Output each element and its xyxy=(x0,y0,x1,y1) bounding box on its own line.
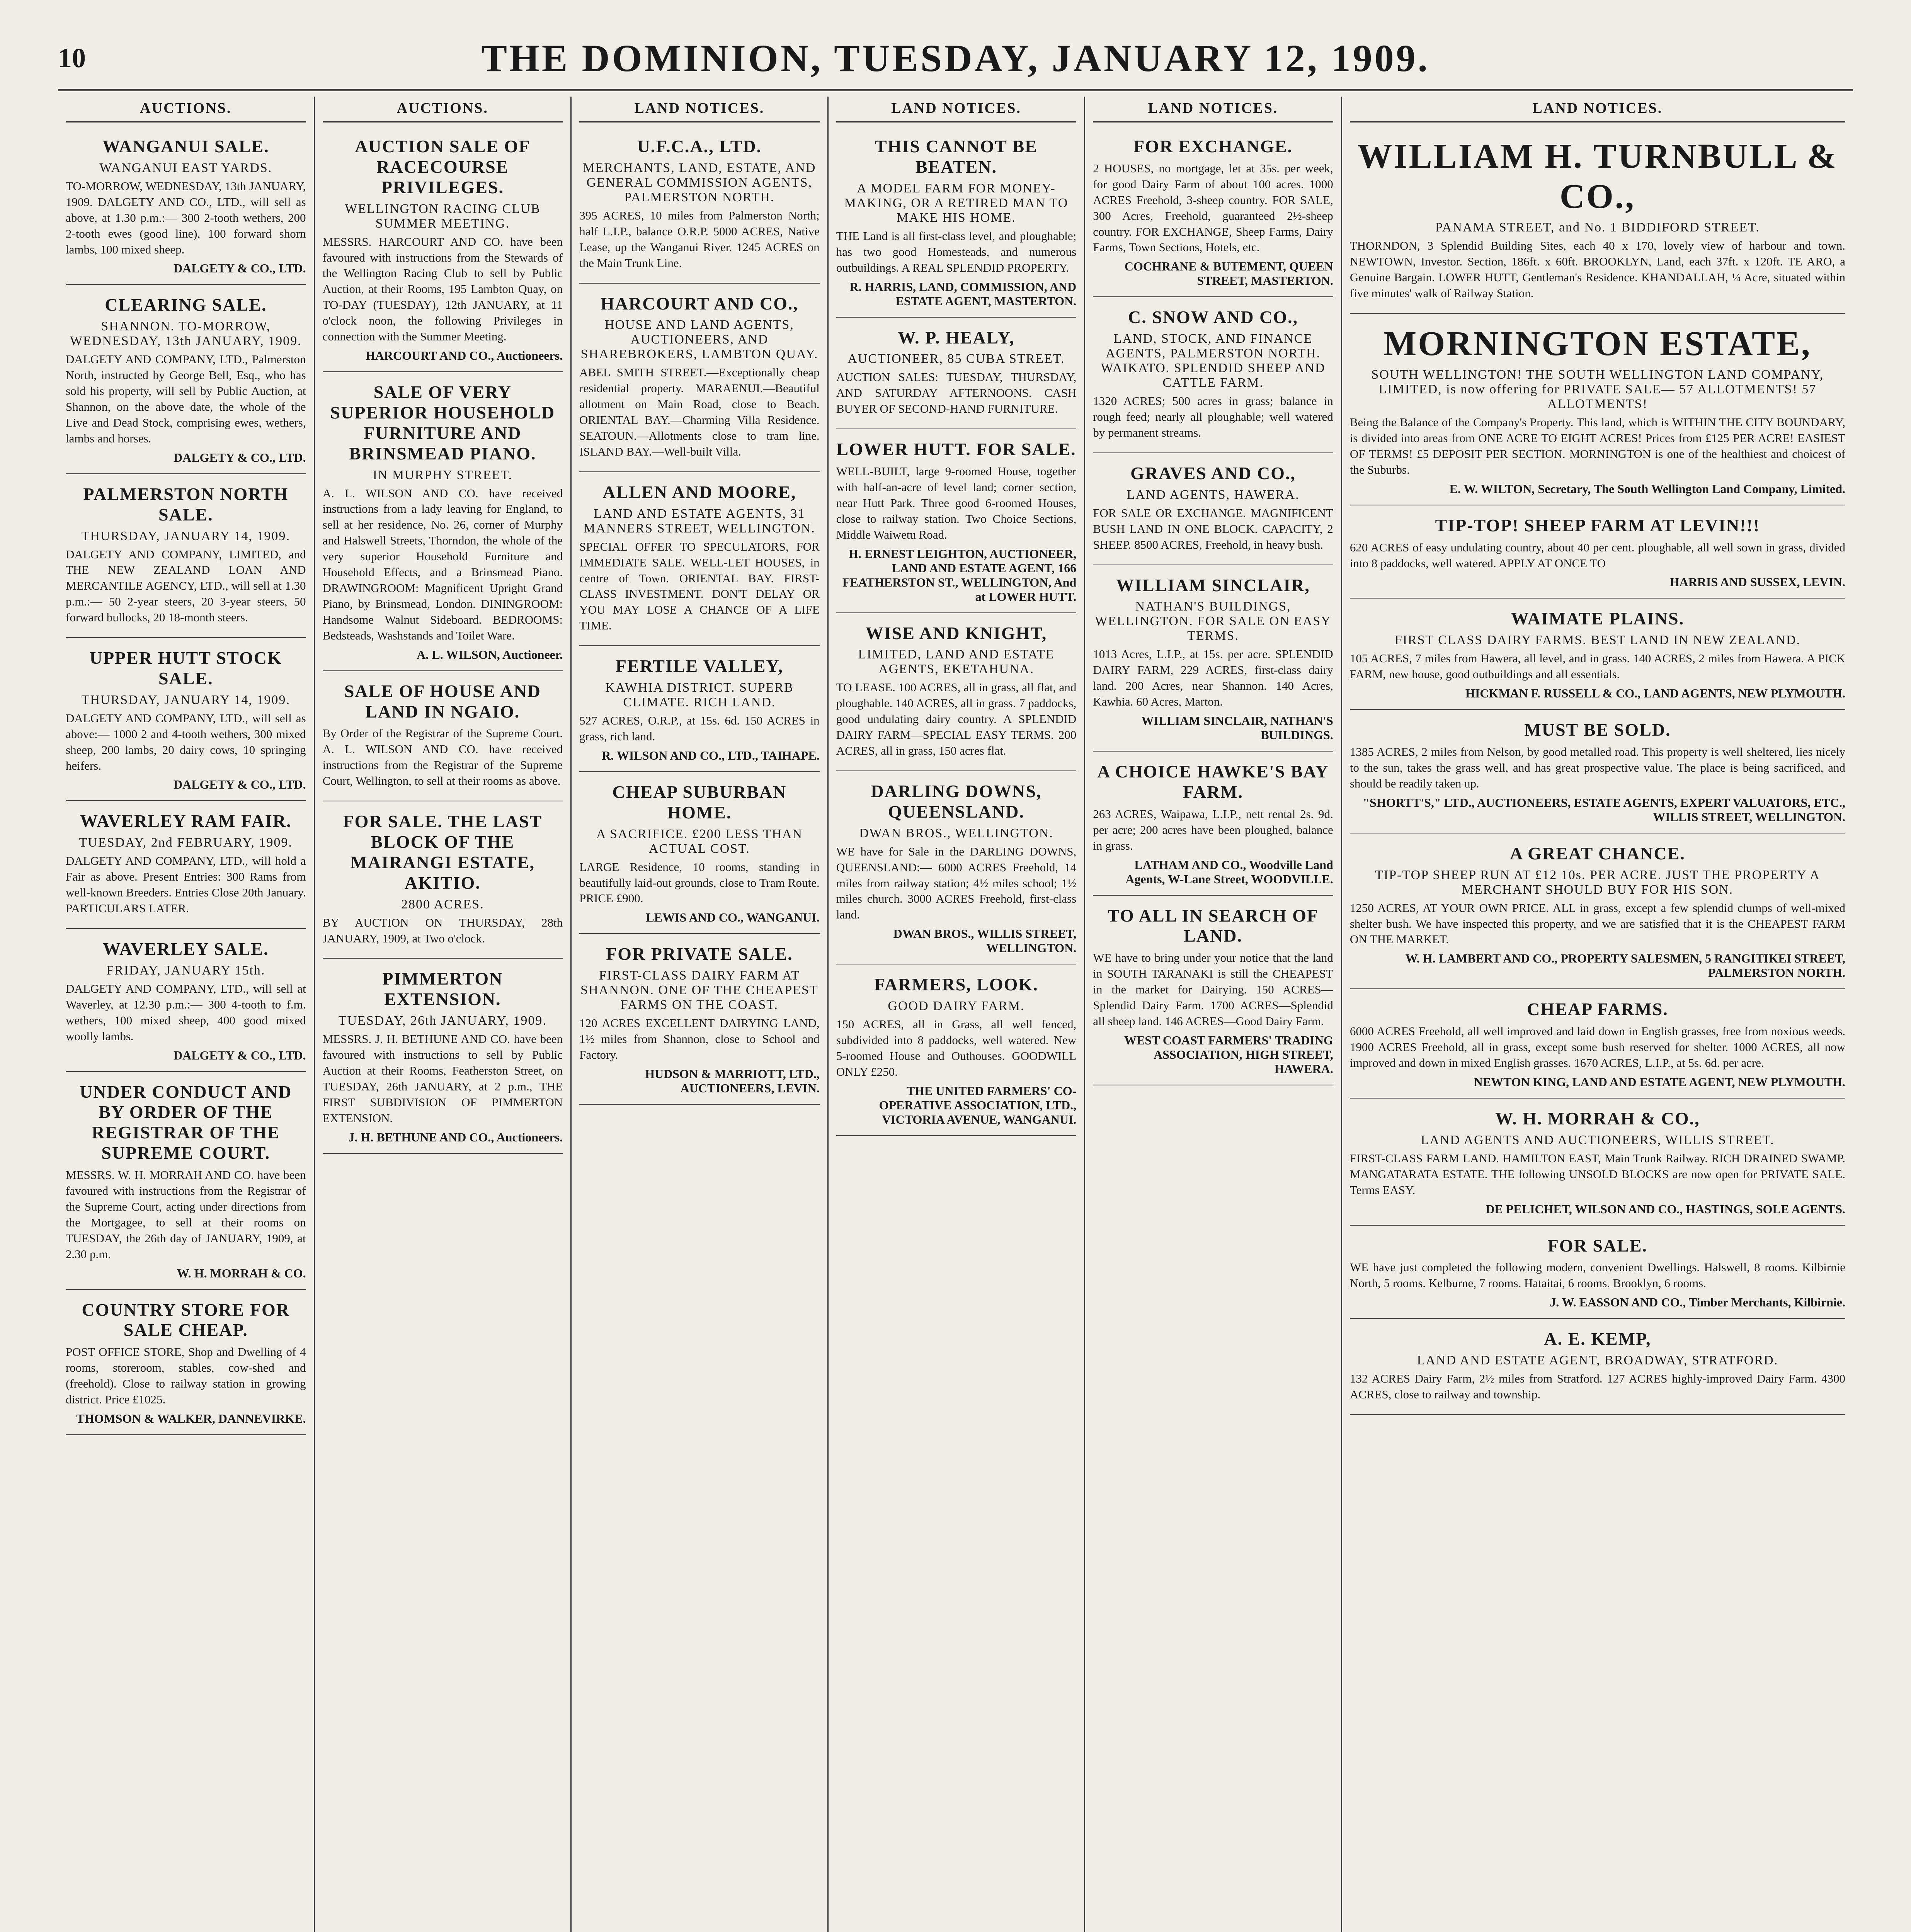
ad-title: TO ALL IN SEARCH OF LAND. xyxy=(1108,905,1319,946)
ad-body: BY AUCTION ON THURSDAY, 28th JANUARY, 1909, at Two o'clock. xyxy=(322,915,563,945)
ad-subtitle: PANAMA STREET, and No. 1 BIDDIFORD STREET. xyxy=(1435,220,1760,235)
ad-body: TO-MORROW, WEDNESDAY, 13th JANUARY, 1909. DALGETY AND CO., LTD., will sell as above, at 1.30 p.m.:— 300 2-tooth wethers, 200 2-tooth ewes (good line), 100 forward shorn lambs, 100 mixed sheep. xyxy=(66,179,306,256)
ad-subtitle: KAWHIA DISTRICT. SUPERB CLIMATE. RICH LAND. xyxy=(605,680,794,710)
ad-title: FOR EXCHANGE. xyxy=(1133,136,1293,156)
ad-title: SALE OF HOUSE AND LAND IN NGAIO. xyxy=(344,681,541,721)
advertisement xyxy=(1350,1102,1845,1226)
ad-subtitle: MERCHANTS, LAND, ESTATE, AND GENERAL COMMISSION AGENTS, PALMERSTON NORTH. xyxy=(583,160,816,204)
ad-signature: DWAN BROS., WILLIS STREET, WELLINGTON. xyxy=(893,927,1077,955)
advertisement xyxy=(579,287,820,472)
ad-body: 1250 ACRES, AT YOUR OWN PRICE. ALL in grass, except a few splendid clumps of well-mixed shelter bush. We have inspected this property, and we are satisfied that it is the CHEAPEST FARM ON THE MARKET. xyxy=(1349,901,1846,946)
column-heading: AUCTIONS. xyxy=(323,97,563,122)
ad-signature: H. ERNEST LEIGHTON, AUCTIONEER, LAND AND ESTATE AGENT, 166 FEATHERSTON ST., WELLINGTON, And at LOWER HUTT. xyxy=(842,546,1077,604)
masthead xyxy=(58,27,1853,91)
ad-body: DALGETY AND COMPANY, LIMITED, and THE NEW ZEALAND LOAN AND MERCANTILE AGENCY, LTD., will sell at 1.30 p.m.:— 50 2-year steers, 20 3-year steers, 50 forward bullocks, 20 18-month steers. xyxy=(66,547,306,624)
ad-subtitle: IN MURPHY STREET. xyxy=(373,468,513,482)
ad-title: TIP-TOP! SHEEP FARM AT LEVIN!!! xyxy=(1435,515,1760,535)
column-heading: AUCTIONS. xyxy=(66,97,306,122)
ad-body: WE have for Sale in the DARLING DOWNS, QUEENSLAND:— 6000 ACRES Freehold, 14 miles from railway station; 4½ miles school; 1½ miles church. 3000 ACRES Freehold, first-class land. xyxy=(836,844,1077,922)
advertisement xyxy=(836,321,1077,430)
ad-signature: THE UNITED FARMERS' CO-OPERATIVE ASSOCIATION, LTD., VICTORIA AVENUE, WANGANUI. xyxy=(879,1083,1077,1126)
advertisement xyxy=(1093,569,1333,752)
ad-signature: WILLIAM SINCLAIR, NATHAN'S BUILDINGS. xyxy=(1141,714,1333,742)
ad-title: A. E. KEMP, xyxy=(1544,1329,1651,1349)
ad-body: 527 ACRES, O.R.P., at 15s. 6d. 150 ACRES in grass, rich land. xyxy=(579,714,820,743)
ad-body: SPECIAL OFFER TO SPECULATORS, FOR IMMEDIATE SALE. WELL-LET HOUSES, in centre of Town. ORIENTAL BAY. FIRST-CLASS INVESTMENT. DON'T DELAY OR YOU MAY LOSE A CHANCE OF A LIFE TIME. xyxy=(579,539,820,633)
ad-title: GRAVES AND CO., xyxy=(1130,463,1296,483)
advertisement xyxy=(1350,318,1845,505)
ad-signature: A. L. WILSON, Auctioneer. xyxy=(417,647,563,662)
ad-body: MESSRS. W. H. MORRAH AND CO. have been favoured with instructions from the Registrar of the Supreme Court, acting under directions from the Mortgagee, to sell at their rooms on TUESDAY, the 26th day of JANUARY, 1909, at 2.30 p.m. xyxy=(66,1168,306,1261)
ad-signature: DALGETY & CO., LTD. xyxy=(173,261,306,276)
advertisement xyxy=(66,130,306,285)
ad-body: By Order of the Registrar of the Supreme Court. A. L. WILSON AND CO. have received instructions from the Registrar of the Supreme Court, Wellington, to sell at their rooms as above. xyxy=(322,726,563,788)
ad-subtitle: 2800 ACRES. xyxy=(401,897,484,912)
advertisement xyxy=(836,433,1077,613)
ad-title: THIS CANNOT BE BEATEN. xyxy=(875,136,1038,177)
ad-body: A. L. WILSON AND CO. have received instructions from a lady leaving for England, to sell at her residence, No. 26, corner of Murphy and Halswell Streets, Thorndon, the whole of the very superior Household Furniture and Household Effects, and a Brinsmead Piano. DRAWINGROOM: Magnificent Upright Grand Piano, by Brinsmead, London. DININGROOM: Handsome Walnut Sideboard. BEDROOMS: Bedsteads, Washstands and Toilet Ware. xyxy=(322,486,563,642)
advertisement xyxy=(323,805,563,959)
ad-signature: DE PELICHET, WILSON AND CO., HASTINGS, SOLE AGENTS. xyxy=(1486,1202,1846,1216)
ad-subtitle: HOUSE AND LAND AGENTS, AUCTIONEERS, AND SHAREBROKERS, LAMBTON QUAY. xyxy=(580,318,819,362)
ad-subtitle: GOOD DAIRY FARM. xyxy=(888,999,1025,1014)
ad-signature: R. HARRIS, LAND, COMMISSION, AND ESTATE AGENT, MASTERTON. xyxy=(849,279,1077,308)
ad-title: WISE AND KNIGHT, xyxy=(865,623,1047,643)
ad-signature: W. H. MORRAH & CO. xyxy=(177,1266,306,1280)
ad-body: 1385 ACRES, 2 miles from Nelson, by good metalled road. This property is well sheltered, lies nicely to the sun, takes the grass well, and has great prospective value. The place is being sacrificed, and should be readily taken up. xyxy=(1349,745,1846,790)
ad-title: DARLING DOWNS, QUEENSLAND. xyxy=(871,781,1042,821)
advertisement xyxy=(579,476,820,646)
ad-subtitle: A MODEL FARM FOR MONEY-MAKING, OR A RETIRED MAN TO MAKE HIS HOME. xyxy=(844,181,1069,225)
ad-signature: LATHAM AND CO., Woodville Land Agents, W-Lane Street, WOODVILLE. xyxy=(1125,857,1333,886)
ad-title: MUST BE SOLD. xyxy=(1524,720,1671,740)
ad-body: WE have just completed the following modern, convenient Dwellings. Halswell, 8 rooms. Kilbirnie North, 5 rooms. Kelburne, 7 rooms. Hataitai, 6 rooms. Brooklyn, 6 rooms. xyxy=(1349,1260,1846,1290)
advertisement xyxy=(1093,900,1333,1085)
advertisement xyxy=(1093,301,1333,453)
advertisement xyxy=(836,617,1077,771)
advertisement xyxy=(579,938,820,1105)
ad-signature: R. WILSON AND CO., LTD., TAIHAPE. xyxy=(602,748,820,762)
advertisement xyxy=(323,675,563,801)
advertisement xyxy=(1350,993,1845,1099)
ad-subtitle: FRIDAY, JANUARY 15th. xyxy=(106,963,265,978)
ad-title: WILLIAM H. TURNBULL & CO., xyxy=(1357,137,1838,216)
column-heading: LAND NOTICES. xyxy=(579,97,820,122)
advertisement xyxy=(836,130,1077,318)
ad-title: COUNTRY STORE FOR SALE CHEAP. xyxy=(82,1299,290,1340)
advertisement xyxy=(1350,602,1845,710)
ad-title: PALMERSTON NORTH SALE. xyxy=(83,484,289,524)
ad-subtitle: LAND AND ESTATE AGENTS, 31 MANNERS STREET, WELLINGTON. xyxy=(583,506,815,536)
ad-subtitle: A SACRIFICE. £200 LESS THAN ACTUAL COST. xyxy=(596,827,803,856)
ad-title: LOWER HUTT. FOR SALE. xyxy=(836,439,1076,459)
advertisement xyxy=(1350,1323,1845,1415)
ad-subtitle: SHANNON. TO-MORROW, WEDNESDAY, 13th JANUARY, 1909. xyxy=(70,319,302,349)
ad-signature: DALGETY & CO., LTD. xyxy=(173,450,306,464)
newspaper-title: THE DOMINION, TUESDAY, JANUARY 12, 1909. xyxy=(481,36,1430,80)
ad-title: W. H. MORRAH & CO., xyxy=(1495,1108,1700,1128)
ad-title: FOR SALE. THE LAST BLOCK OF THE MAIRANGI ESTATE, AKITIO. xyxy=(343,811,543,893)
columns-container xyxy=(58,97,1853,1932)
ad-body: DALGETY AND COMPANY, LTD., will sell as above:— 1000 2 and 4-tooth wethers, 300 mixed sheep, 200 lambs, 20 dairy cows, 10 springing heifers. xyxy=(66,711,306,772)
ad-subtitle: THURSDAY, JANUARY 14, 1909. xyxy=(81,529,290,543)
advertisement xyxy=(323,130,563,372)
advertisement xyxy=(1350,837,1845,990)
ad-body: WE have to bring under your notice that the land in SOUTH TARANAKI is still the CHEAPEST in the market for Dairying. 150 ACRES—Splendid Dairy Farm. 1700 ACRES—Splendid all sheep land. 146 ACRES—Good Dairy Farm. xyxy=(1093,951,1333,1028)
advertisement xyxy=(1093,130,1333,297)
ad-title: HARCOURT AND CO., xyxy=(600,293,798,313)
newspaper-column xyxy=(315,97,572,1932)
ad-body: ABEL SMITH STREET.—Exceptionally cheap residential property. MARAENUI.—Beautiful allotment on Main Road, close to Beach. ORIENTAL BAY.—Charming Villa Residence. SEATOUN.—Allotments close to tram line. ISLAND BAY.—Well-built Villa. xyxy=(579,366,820,458)
ad-title: FOR PRIVATE SALE. xyxy=(606,944,793,964)
ad-body: 620 ACRES of easy undulating country, about 40 per cent. ploughable, all well sown in grass, divided into 8 paddocks, well watered. APPLY AT ONCE TO xyxy=(1349,540,1846,570)
ad-subtitle: LAND AND ESTATE AGENT, BROADWAY, STRATFORD. xyxy=(1417,1353,1778,1368)
ad-title: CLEARING SALE. xyxy=(105,295,267,315)
ad-body: Being the Balance of the Company's Property. This land, which is WITHIN THE CITY BOUNDARY, is divided into areas from ONE ACRE TO EIGHT ACRES! Prices from £125 PER ACRE! EASIEST OF TERMS! £5 DEPOSIT PER SECTION. MORNINGTON is one of the healthiest and choicest of the Suburbs. xyxy=(1349,415,1846,476)
ad-subtitle: FIRST-CLASS DAIRY FARM AT SHANNON. ONE OF THE CHEAPEST FARMS ON THE COAST. xyxy=(580,968,819,1012)
ad-body: WELL-BUILT, large 9-roomed House, together with half-an-acre of level land; corner section, near Hutt Park. Three good 6-roomed Houses, close to railway station. Two Choice Sections, Middle Waiwetu Road. xyxy=(836,464,1077,541)
ad-title: WILLIAM SINCLAIR, xyxy=(1116,575,1310,595)
ad-body: 395 ACRES, 10 miles from Palmerston North; half L.I.P., balance O.R.P. 5000 ACRES, Native Lease, up the Wanganui River. 1245 ACRES on the Main Trunk Line. xyxy=(579,208,820,270)
advertisement xyxy=(1350,714,1845,833)
ad-subtitle: LAND, STOCK, AND FINANCE AGENTS, PALMERSTON NORTH. WAIKATO. SPLENDID SHEEP AND CATTLE FARM. xyxy=(1101,332,1326,390)
ad-subtitle: DWAN BROS., WELLINGTON. xyxy=(859,826,1053,840)
ad-body: 120 ACRES EXCELLENT DAIRYING LAND, 1½ miles from Shannon, close to School and Factory. xyxy=(579,1016,820,1062)
ad-subtitle: TUESDAY, 26th JANUARY, 1909. xyxy=(338,1014,547,1028)
newspaper-column xyxy=(58,97,315,1932)
advertisement xyxy=(323,963,563,1153)
ad-title: AUCTION SALE OF RACECOURSE PRIVILEGES. xyxy=(355,136,531,197)
ad-subtitle: FIRST CLASS DAIRY FARMS. BEST LAND IN NEW ZEALAND. xyxy=(1394,633,1801,648)
ad-body: 1013 Acres, L.I.P., at 15s. per acre. SPLENDID DAIRY FARM, 229 ACRES, first-class dairy land. 200 Acres, near Shannon. 140 Acres, Kawhia. 60 Acres, Marton. xyxy=(1093,647,1333,709)
ad-signature: HARRIS AND SUSSEX, LEVIN. xyxy=(1669,575,1846,589)
ad-signature: E. W. WILTON, Secretary, The South Wellington Land Company, Limited. xyxy=(1449,481,1846,496)
advertisement xyxy=(66,478,306,638)
ad-body: MESSRS. J. H. BETHUNE AND CO. have been favoured with instructions to sell by Public Auction at their Rooms, Featherston Street, on TUESDAY, 26th JANUARY, at 2 p.m., THE FIRST SUBDIVISION OF PIMMERTON EXTENSION. xyxy=(322,1032,563,1125)
ad-body: TO LEASE. 100 ACRES, all in grass, all flat, and ploughable. 140 ACRES, all in grass. 7 paddocks, good undulating dairy country. A SPLENDID DAIRY FARM—SPECIAL EASY TERMS. 200 ACRES, all in grass, 150 acres flat. xyxy=(836,680,1077,758)
ad-signature: W. H. LAMBERT AND CO., PROPERTY SALESMEN, 5 RANGITIKEI STREET, PALMERSTON NORTH. xyxy=(1405,951,1846,980)
ad-signature: DALGETY & CO., LTD. xyxy=(173,1048,306,1062)
ad-signature: THOMSON & WALKER, DANNEVIRKE. xyxy=(76,1411,306,1425)
ad-body: THE Land is all first-class level, and ploughable; has two good Homesteads, and numerous outbuildings. A REAL SPLENDID PROPERTY. xyxy=(836,229,1077,274)
ad-title: UNDER CONDUCT AND BY ORDER OF THE REGISTRAR OF THE SUPREME COURT. xyxy=(80,1082,292,1163)
ad-signature: WEST COAST FARMERS' TRADING ASSOCIATION, HIGH STREET, HAWERA. xyxy=(1124,1033,1333,1076)
newspaper-column xyxy=(572,97,829,1932)
ad-title: W. P. HEALY, xyxy=(898,327,1015,347)
ad-subtitle: TUESDAY, 2nd FEBRUARY, 1909. xyxy=(79,835,293,850)
ad-signature: COCHRANE & BUTEMENT, QUEEN STREET, MASTERTON. xyxy=(1124,259,1333,288)
ad-body: LARGE Residence, 10 rooms, standing in beautifully laid-out grounds, close to Tram Route. PRICE £900. xyxy=(579,860,820,905)
advertisement xyxy=(1350,1230,1845,1319)
newspaper-column xyxy=(829,97,1086,1932)
advertisement xyxy=(579,130,820,284)
ad-body: FOR SALE OR EXCHANGE. MAGNIFICENT BUSH LAND IN ONE BLOCK. CAPACITY, 2 SHEEP. 8500 ACRES, Freehold, in heavy bush. xyxy=(1093,506,1333,551)
ad-title: WAVERLEY SALE. xyxy=(103,939,269,959)
advertisement xyxy=(579,650,820,772)
ad-body: 263 ACRES, Waipawa, L.I.P., nett rental 2s. 9d. per acre; 200 acres have been ploughed, balance in grass. xyxy=(1093,807,1333,852)
ad-body: 105 ACRES, 7 miles from Hawera, all level, and in grass. 140 ACRES, 2 miles from Hawera. A PICK FARM, new house, good outbuildings and all essentials. xyxy=(1349,651,1846,681)
ad-title: CHEAP SUBURBAN HOME. xyxy=(612,782,787,822)
ad-title: SALE OF VERY SUPERIOR HOUSEHOLD FURNITURE AND BRINSMEAD PIANO. xyxy=(330,382,555,463)
ad-signature: NEWTON KING, LAND AND ESTATE AGENT, NEW PLYMOUTH. xyxy=(1474,1075,1846,1089)
ad-signature: J. H. BETHUNE AND CO., Auctioneers. xyxy=(348,1130,563,1144)
ad-title: C. SNOW AND CO., xyxy=(1128,307,1298,327)
ad-body: 150 ACRES, all in Grass, all well fenced, subdivided into 8 paddocks, well watered. New 5-roomed House and Outhouses. GOODWILL ONLY £250. xyxy=(836,1017,1077,1078)
ad-body: 6000 ACRES Freehold, all well improved and laid down in English grasses, free from noxious weeds. 1900 ACRES Freehold, all in grass, except some bush reserved for shelter. 1000 ACRES, all now improved and down in mixed English grasses. 1670 ACRES, L.I.P., at 5s. 6d. per acre. xyxy=(1349,1024,1846,1070)
column-heading: LAND NOTICES. xyxy=(1093,97,1333,122)
ad-title: WANGANUI SALE. xyxy=(102,136,269,156)
ad-body: THORNDON, 3 Splendid Building Sites, each 40 x 170, lovely view of harbour and town. NEWTOWN, Investor. Section, 186ft. x 60ft. BROOKLYN, Land, each 37ft. x 120ft. TE ARO, a Genuine Bargain. LOWER HUTT, Gentleman's Residence. KHANDALLAH, ¼ Acre, situated within five minutes' walk of Railway Station. xyxy=(1349,239,1846,300)
ad-body: 1320 ACRES; 500 acres in grass; balance in rough feed; nearly all ploughable; well watered by permanent streams. xyxy=(1093,394,1333,440)
ad-body: POST OFFICE STORE, Shop and Dwelling of 4 rooms, storeroom, stables, cow-shed and (freehold). Close to railway station in growing district. Price £1025. xyxy=(66,1345,306,1406)
ad-subtitle: WANGANUI EAST YARDS. xyxy=(99,160,272,175)
ad-body: DALGETY AND COMPANY, LTD., will sell at Waverley, at 12.30 p.m.:— 300 4-tooth to f.m. wethers, 100 mixed sheep, 400 good mixed woolly lambs. xyxy=(66,981,306,1043)
column-heading: LAND NOTICES. xyxy=(1350,97,1845,122)
ad-body: FIRST-CLASS FARM LAND. HAMILTON EAST, Main Trunk Railway. RICH DRAINED SWAMP. MANGATARATA ESTATE. THE following UNSOLD BLOCKS are now open for PRIVATE SALE. Terms EASY. xyxy=(1349,1151,1846,1197)
ad-body: DALGETY AND COMPANY, LTD., Palmerston North, instructed by George Bell, Esq., who has sold his property, will sell by Public Auction, at Shannon, on the above date, the whole of the Live and Dead Stock, comprising ewes, wethers, lambs and horses. xyxy=(66,352,306,445)
advertisement xyxy=(66,805,306,929)
ad-subtitle: NATHAN'S BUILDINGS, WELLINGTON. FOR SALE ON EASY TERMS. xyxy=(1095,599,1331,643)
ad-body: 132 ACRES Dairy Farm, 2½ miles from Stratford. 127 ACRES highly-improved Dairy Farm. 4300 ACRES, close to railway and township. xyxy=(1349,1372,1846,1401)
advertisement xyxy=(66,642,306,801)
ad-title: WAIMATE PLAINS. xyxy=(1511,609,1685,629)
ad-body: AUCTION SALES: TUESDAY, THURSDAY, AND SATURDAY AFTERNOONS. CASH BUYER OF SECOND-HAND FURNITURE. xyxy=(836,370,1077,416)
ad-signature: "SHORTT'S," LTD., AUCTIONEERS, ESTATE AGENTS, EXPERT VALUATORS, ETC., WILLIS STREET, WELLINGTON. xyxy=(1363,795,1846,824)
advertisement xyxy=(323,376,563,671)
ad-subtitle: WELLINGTON RACING CLUB SUMMER MEETING. xyxy=(345,201,541,231)
ad-title: CHEAP FARMS. xyxy=(1527,999,1668,1019)
ad-signature: HICKMAN F. RUSSELL & CO., LAND AGENTS, NEW PLYMOUTH. xyxy=(1465,686,1846,701)
ad-subtitle: TIP-TOP SHEEP RUN AT £12 10s. PER ACRE. JUST THE PROPERTY A MERCHANT SHOULD BUY FOR HIS SON. xyxy=(1375,867,1820,897)
ad-title: FARMERS, LOOK. xyxy=(874,975,1038,995)
ad-signature: HARCOURT AND CO., Auctioneers. xyxy=(365,349,563,363)
advertisement xyxy=(1093,755,1333,896)
ad-body: MESSRS. HARCOURT AND CO. have been favoured with instructions from the Stewards of the Wellington Racing Club to sell by Public Auction, at their Rooms, 195 Lambton Quay, on TO-DAY (TUESDAY), 12th JANUARY, at 11 o'clock noon, the following Privileges in connection with the Summer Meeting. xyxy=(322,235,563,344)
ad-title: WAVERLEY RAM FAIR. xyxy=(80,811,292,831)
ad-signature: J. W. EASSON AND CO., Timber Merchants, Kilbirnie. xyxy=(1550,1295,1846,1310)
ad-signature: DALGETY & CO., LTD. xyxy=(173,777,306,792)
newspaper-column xyxy=(1085,97,1342,1932)
ad-body: DALGETY AND COMPANY, LTD., will hold a Fair as above. Present Entries: 300 Rams from well-known Breeders. Entries Close 20th January. PARTICULARS LATER. xyxy=(66,854,306,915)
ad-title: MORNINGTON ESTATE, xyxy=(1383,324,1812,363)
advertisement xyxy=(66,933,306,1072)
advertisement xyxy=(1350,509,1845,599)
ad-subtitle: LAND AGENTS, HAWERA. xyxy=(1127,487,1300,502)
advertisement xyxy=(579,776,820,934)
advertisement xyxy=(66,289,306,474)
ad-subtitle: THURSDAY, JANUARY 14, 1909. xyxy=(81,692,290,707)
advertisement xyxy=(66,1076,306,1290)
ad-title: PIMMERTON EXTENSION. xyxy=(382,969,503,1009)
advertisement xyxy=(1350,130,1845,314)
page-number: 10 xyxy=(58,42,86,73)
ad-title: FERTILE VALLEY, xyxy=(615,656,783,676)
ad-title: A CHOICE HAWKE'S BAY FARM. xyxy=(1097,762,1329,802)
advertisement xyxy=(836,968,1077,1136)
ad-title: ALLEN AND MOORE, xyxy=(602,482,796,502)
advertisement xyxy=(836,775,1077,964)
ad-body: 2 HOUSES, no mortgage, let at 35s. per week, for good Dairy Farm of about 100 acres. 1000 ACRES Freehold, 3-sheep country. FOR SALE, 300 Acres, Freehold, guaranteed 2½-sheep country. FOR EXCHANGE, Sheep Farms, Dairy Farms, Town Sections, Hotels, etc. xyxy=(1093,161,1333,254)
ad-title: U.F.C.A., LTD. xyxy=(637,136,762,156)
advertisement xyxy=(1093,457,1333,565)
column-heading: LAND NOTICES. xyxy=(836,97,1077,122)
ad-subtitle: SOUTH WELLINGTON! THE SOUTH WELLINGTON LAND COMPANY, LIMITED, is now offering for PRIVATE SALE— 57 ALLOTMENTS! 57 ALLOTMENTS! xyxy=(1371,367,1824,412)
ad-subtitle: AUCTIONEER, 85 CUBA STREET. xyxy=(847,352,1065,366)
ad-signature: LEWIS AND CO., WANGANUI. xyxy=(646,910,820,925)
ad-signature: HUDSON & MARRIOTT, LTD., AUCTIONEERS, LEVIN. xyxy=(645,1066,820,1095)
newspaper-column xyxy=(1342,97,1853,1932)
advertisement xyxy=(66,1294,306,1435)
ad-title: FOR SALE. xyxy=(1547,1235,1648,1255)
ad-title: A GREAT CHANCE. xyxy=(1509,843,1685,863)
ad-subtitle: LAND AGENTS AND AUCTIONEERS, WILLIS STREET. xyxy=(1421,1133,1775,1147)
ad-title: UPPER HUTT STOCK SALE. xyxy=(89,648,282,688)
ad-subtitle: LIMITED, LAND AND ESTATE AGENTS, EKETAHUNA. xyxy=(858,647,1055,677)
